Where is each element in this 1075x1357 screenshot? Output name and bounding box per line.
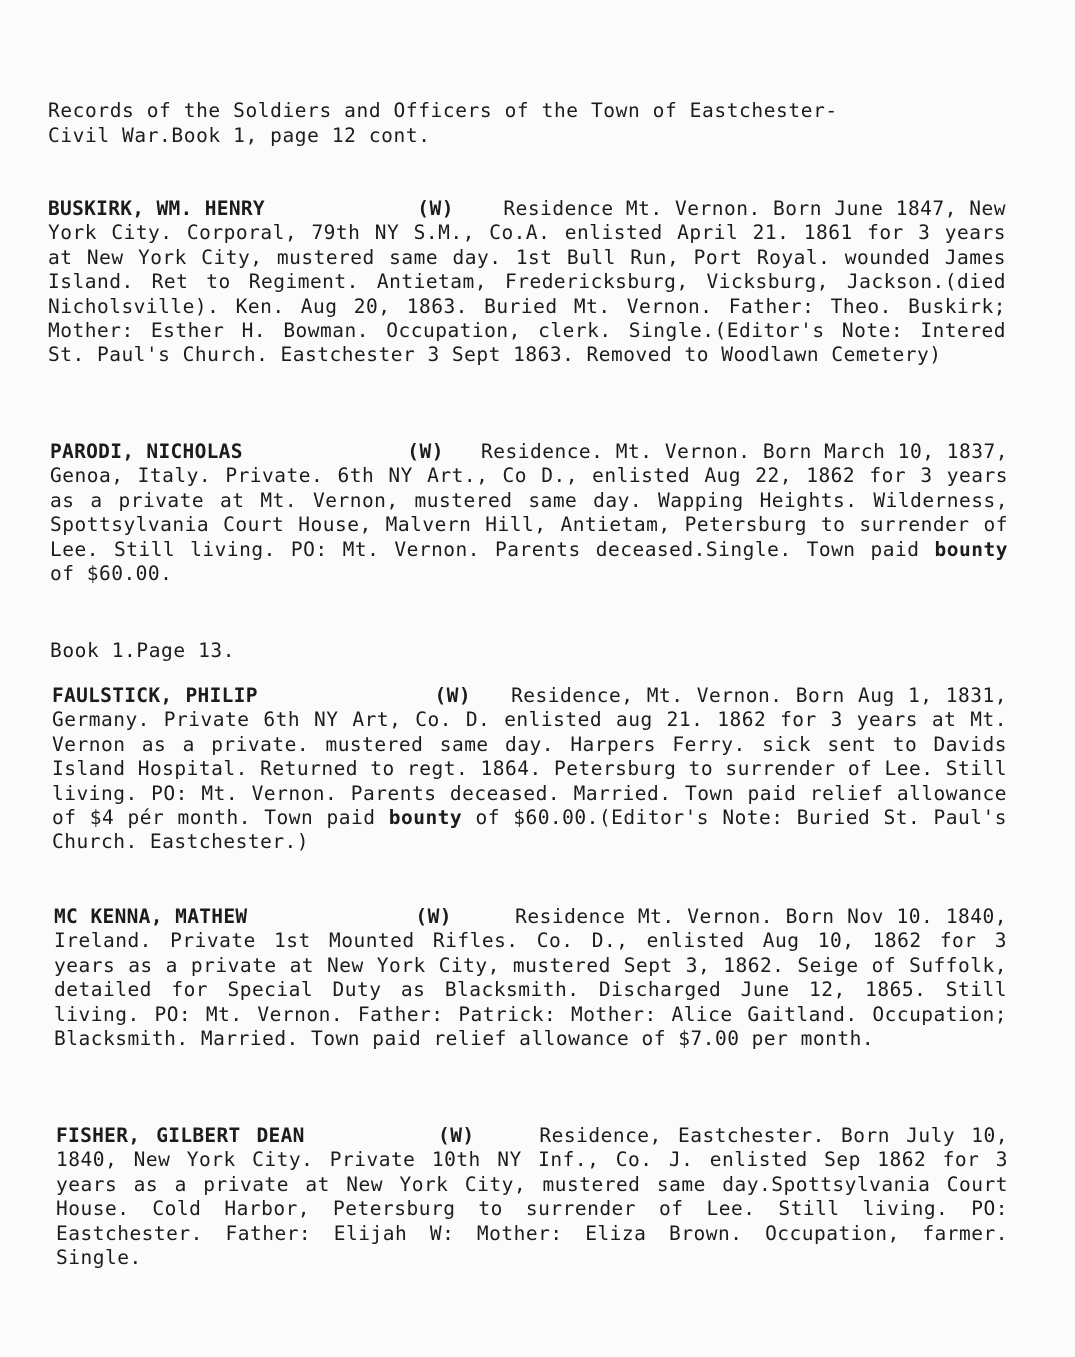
soldier-record-faulstick [52,684,1007,855]
soldier-name: MC KENNA, MATHEW [54,905,248,928]
record-text: Residence Mt. Vernon. Born Nov 10. 1840, Ireland. Private 1st Mounted Rifles. Co. D., enlisted Aug 10, 1862 for 3 years as a private at New York City, mustered Sept 3, 1862. Seige of Suffolk, detailed for Special Duty as Blacksmith. Discharged June 12, 1865. Still living. PO: Mt. Vernon. Father: Patrick: Mother: Alice Gaitland. Occupation; Blacksmith. Married. Town paid relief allowance of $7.00 per month. [54,905,1008,1051]
record-text-part-1: Residence, Mt. Vernon. Born Aug 1, 1831, Germany. Private 6th NY Art, Co. D. enlisted aug 21. 1862 for 3 years at Mt. Vernon as a private. mustered same day. Harpers Ferry. sick sent to Davids Island Hospital. Returned to regt. 1864. Petersburg to surrender of Lee. Still living. PO: Mt. Vernon. Parents deceased. Married. Town paid relief allowance of $4 pér month. Town paid [52,684,1007,830]
document-header [48,98,1008,148]
residence-tag: (W) [434,684,472,707]
residence-tag: (W) [407,440,444,463]
bounty-word: bounty [934,537,1008,561]
soldier-name: PARODI, NICHOLAS [50,440,243,463]
record-text-part-2: of $60.00.(Editor's Note: Buried St. Paul's Church. Eastchester.) [52,806,1007,854]
book-page-note: Book 1.Page 13. [50,639,236,662]
soldier-name: FISHER, GILBERT DEAN [56,1124,305,1147]
residence-tag: (W) [417,197,454,220]
soldier-record-mckenna [54,905,1007,1051]
record-text-part-2: of $60.00. [50,562,173,586]
record-text: Residence Mt. Vernon. Born June 1847, New York City. Corporal, 79th NY S.M., Co.A. enlisted April 21. 1861 for 3 years at New York City, mustered same day. 1st Bull Run, Port Royal. wounded James Island. Ret to Regiment. Antietam, Fredericksburg, Vicksburg, Jackson.(died Nicholsville). Ken. Aug 20, 1863. Buried Mt. Vernon. Father: Theo. Buskirk; Mother: Esther H. Bowman. Occupation, clerk. Single.(Editor's Note: Intered St. Paul's Church. Eastchester 3 Sept 1863. Removed to Woodlawn Cemetery) [48,197,1006,367]
soldier-record-fisher [56,1124,1008,1270]
header-line-2: Civil War.Book 1, page 12 cont. [48,124,431,147]
residence-tag: (W) [415,905,453,928]
header-line-1: Records of the Soldiers and Officers of the Town of Eastchester- [48,99,838,122]
soldier-record-buskirk [48,197,1006,368]
record-text-part-1: Residence. Mt. Vernon. Born March 10, 1837, Genoa, Italy. Private. 6th NY Art., Co D., enlisted Aug 22, 1862 for 3 years as a private at Mt. Vernon, mustered same day. Wapping Heights. Wilderness, Spottsylvania Court House, Malvern Hill, Antietam, Petersburg to surrender of Lee. Still living. PO: Mt. Vernon. Parents deceased.Single. Town paid [50,440,1008,561]
record-text: Residence, Eastchester. Born July 10, 1840, New York City. Private 10th NY Inf., Co. J. enlisted Sep 1862 for 3 years as a private at New York City, mustered same day.Spottsylvania Court House. Cold Harbor, Petersburg to surrender of Lee. Still living. PO: Eastchester. Father: Elijah W: Mother: Eliza Brown. Occupation, farmer. Single. [56,1124,1008,1270]
bounty-word: bounty [388,806,463,830]
soldier-name: FAULSTICK, PHILIP [52,684,258,707]
residence-tag: (W) [437,1124,475,1147]
soldier-name: BUSKIRK, WM. HENRY [48,197,265,220]
soldier-record-parodi [50,440,1008,586]
